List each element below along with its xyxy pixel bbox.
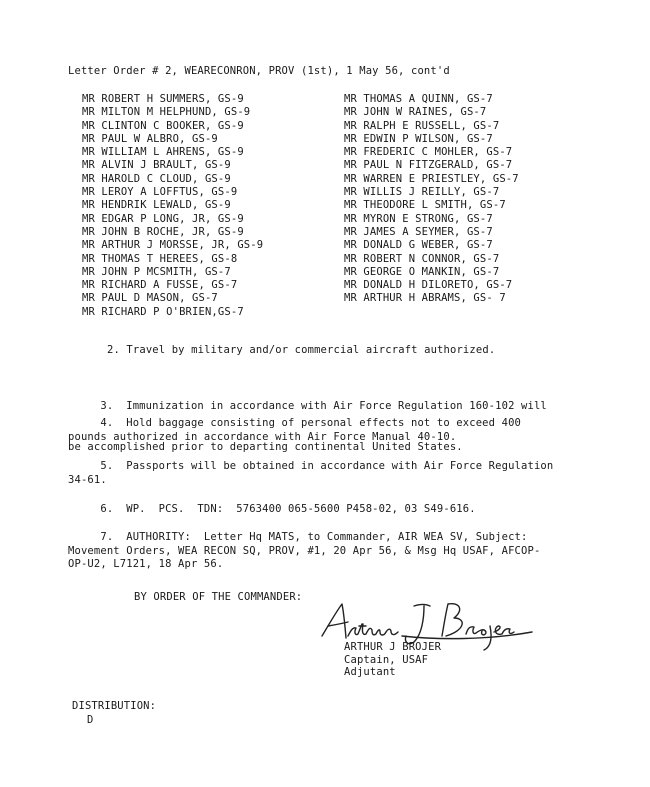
paragraph-line: pounds authorized in accordance with Air Force Manual 40-10. (68, 430, 457, 443)
signer-rank: Captain, USAF (344, 653, 429, 666)
name-entry: MR WILLIAM L AHRENS, GS-9 (82, 146, 244, 159)
paragraph-line: 6. WP. PCS. TDN: 5763400 065-5600 P458-02, 03 S49-616. (68, 503, 476, 515)
name-entry: MR ROBERT N CONNOR, GS-7 (344, 252, 500, 265)
paragraph-line: 34-61. (68, 473, 107, 486)
paragraph-5 (68, 460, 638, 487)
names-right-column (344, 93, 519, 306)
name-entry: MR RICHARD A FUSSE, GS-7 (82, 279, 238, 292)
name-entry: MR JOHN B ROCHE, JR, GS-9 (82, 225, 244, 238)
name-entry: MR FREDERIC C MOHLER, GS-7 (344, 146, 513, 159)
paragraph-line: 5. Passports will be obtained in accordance with Air Force Regulation (68, 460, 554, 472)
name-entry: MR DONALD G WEBER, GS-7 (344, 239, 493, 252)
name-entry: MR MYRON E STRONG, GS-7 (344, 212, 493, 225)
page-header: Letter Order # 2, WEARECONRON, PROV (1st), 1 May 56, cont'd (68, 65, 450, 77)
name-entry: MR ALVIN J BRAULT, GS-9 (82, 159, 231, 172)
name-entry: MR EDWIN P WILSON, GS-7 (344, 132, 493, 145)
name-entry: MR PAUL N FITZGERALD, GS-7 (344, 159, 513, 172)
name-entry: MR EDGAR P LONG, JR, GS-9 (82, 212, 244, 225)
signer-title: Adjutant (344, 666, 396, 679)
distribution-value: D (87, 714, 94, 726)
name-entry: MR WILLIS J REILLY, GS-7 (344, 186, 500, 199)
name-entry: MR ARTHUR H ABRAMS, GS- 7 (344, 292, 506, 305)
distribution-label: DISTRIBUTION: (72, 700, 157, 712)
name-entry: MR JOHN W RAINES, GS-7 (344, 106, 487, 119)
name-entry: MR HENDRIK LEWALD, GS-9 (82, 199, 231, 212)
name-entry: MR THEODORE L SMITH, GS-7 (344, 199, 506, 212)
paragraph-line: OP-U2, L7121, 18 Apr 56. (68, 558, 224, 570)
name-entry: MR ROBERT H SUMMERS, GS-9 (82, 93, 244, 105)
paragraph-2 (107, 344, 650, 358)
name-entry: MR THOMAS T HEREES, GS-8 (82, 252, 238, 265)
paragraph-6 (68, 503, 638, 517)
name-entry: MR RALPH E RUSSELL, GS-7 (344, 119, 500, 132)
paragraph-line: Movement Orders, WEA RECON SQ, PROV, #1, 20 Apr 56, & Msg Hq USAF, AFCOP- (68, 544, 541, 557)
name-entry: MR JOHN P MCSMITH, GS-7 (82, 265, 231, 278)
name-entry: MR LEROY A LOFFTUS, GS-9 (82, 186, 238, 199)
name-entry: MR ARTHUR J MORSSE, JR, GS-9 (82, 239, 264, 252)
name-entry: MR PAUL W ALBRO, GS-9 (82, 132, 218, 145)
name-entry: MR PAUL D MASON, GS-7 (82, 292, 218, 305)
by-order-line: BY ORDER OF THE COMMANDER: (134, 591, 303, 603)
paragraph-line: 7. AUTHORITY: Letter Hq MATS, to Commander, AIR WEA SV, Subject: (68, 531, 528, 543)
name-entry: MR MILTON M HELPHUND, GS-9 (82, 106, 251, 119)
name-entry: MR JAMES A SEYMER, GS-7 (344, 225, 493, 238)
paragraph-4 (68, 417, 638, 444)
paragraph-line: 2. Travel by military and/or commercial aircraft authorized. (107, 344, 496, 356)
signer-name: ARTHUR J BROJER (344, 641, 442, 653)
name-entry: MR CLINTON C BOOKER, GS-9 (82, 119, 244, 132)
name-entry: MR HAROLD C CLOUD, GS-9 (82, 172, 231, 185)
signer-block (344, 641, 441, 679)
paragraph-line: 4. Hold baggage consisting of personal effects not to exceed 400 (68, 417, 522, 429)
paragraph-line: be accomplished prior to departing continental United States. (68, 440, 463, 453)
names-left-column (82, 93, 263, 319)
name-entry: MR GEORGE O MANKIN, GS-7 (344, 265, 500, 278)
name-entry: MR DONALD H DILORETO, GS-7 (344, 279, 513, 292)
name-entry: MR WARREN E PRIESTLEY, GS-7 (344, 172, 519, 185)
name-entry: MR RICHARD P O'BRIEN,GS-7 (82, 305, 244, 318)
paragraph-line: 3. Immunization in accordance with Air Force Regulation 160-102 will (68, 400, 547, 412)
name-entry: MR THOMAS A QUINN, GS-7 (344, 93, 493, 105)
paragraph-7 (68, 531, 638, 572)
